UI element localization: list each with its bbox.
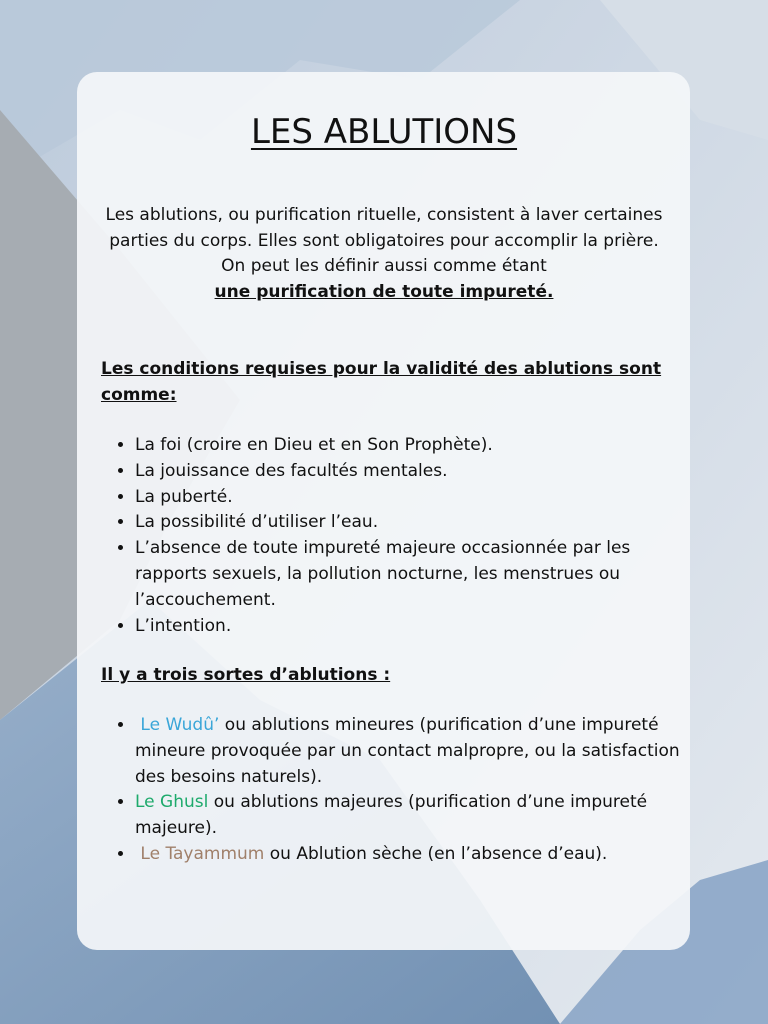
list-item: • L’intention.	[135, 614, 705, 640]
intro-underlined-text: une purification de toute impureté.	[214, 281, 554, 302]
list-item: • La puberté.	[135, 485, 705, 511]
conditions-heading: Les conditions requises pour la validité des ablutions sont comme:	[101, 359, 662, 405]
term-description: ou Ablution sèche (en l’absence d’eau).	[264, 843, 608, 864]
page-title: LES ABLUTIONS	[250, 112, 518, 152]
intro-text: Les ablutions, ou purification rituelle, consistent à laver certaines parties du corps. Elles sont obligatoires pour accomplir la prière. On peut les définir aussi comme étant	[105, 205, 663, 276]
list-item	[135, 842, 705, 868]
conditions-list	[101, 433, 705, 639]
list-item	[135, 713, 705, 790]
term-ghusl: Le Ghusl	[135, 792, 209, 813]
list-item	[135, 790, 705, 842]
term-description: ou ablutions mineures (purification d’une impureté mineure provoquée par un contact malpropre, ou la satisfaction des besoins naturels).	[135, 715, 680, 787]
types-heading: Il y a trois sortes d’ablutions :	[101, 665, 391, 685]
list-item: • La foi (croire en Dieu et en Son Prophète).	[135, 433, 705, 459]
term-wudu: Le Wudû’	[140, 715, 220, 735]
intro-paragraph	[100, 203, 668, 305]
list-item: • La possibilité d’utiliser l’eau.	[135, 510, 705, 536]
term-description: ou ablutions majeures (purification d’une impureté majeure).	[135, 792, 648, 839]
list-item: • La jouissance des facultés mentales.	[135, 459, 705, 485]
term-tayammum: Le Tayammum	[140, 843, 265, 864]
types-list	[101, 713, 705, 868]
list-item: • L’absence de toute impureté majeure occasionnée par les rapports sexuels, la pollution nocturne, les menstrues ou l’accouchement.	[135, 536, 705, 613]
